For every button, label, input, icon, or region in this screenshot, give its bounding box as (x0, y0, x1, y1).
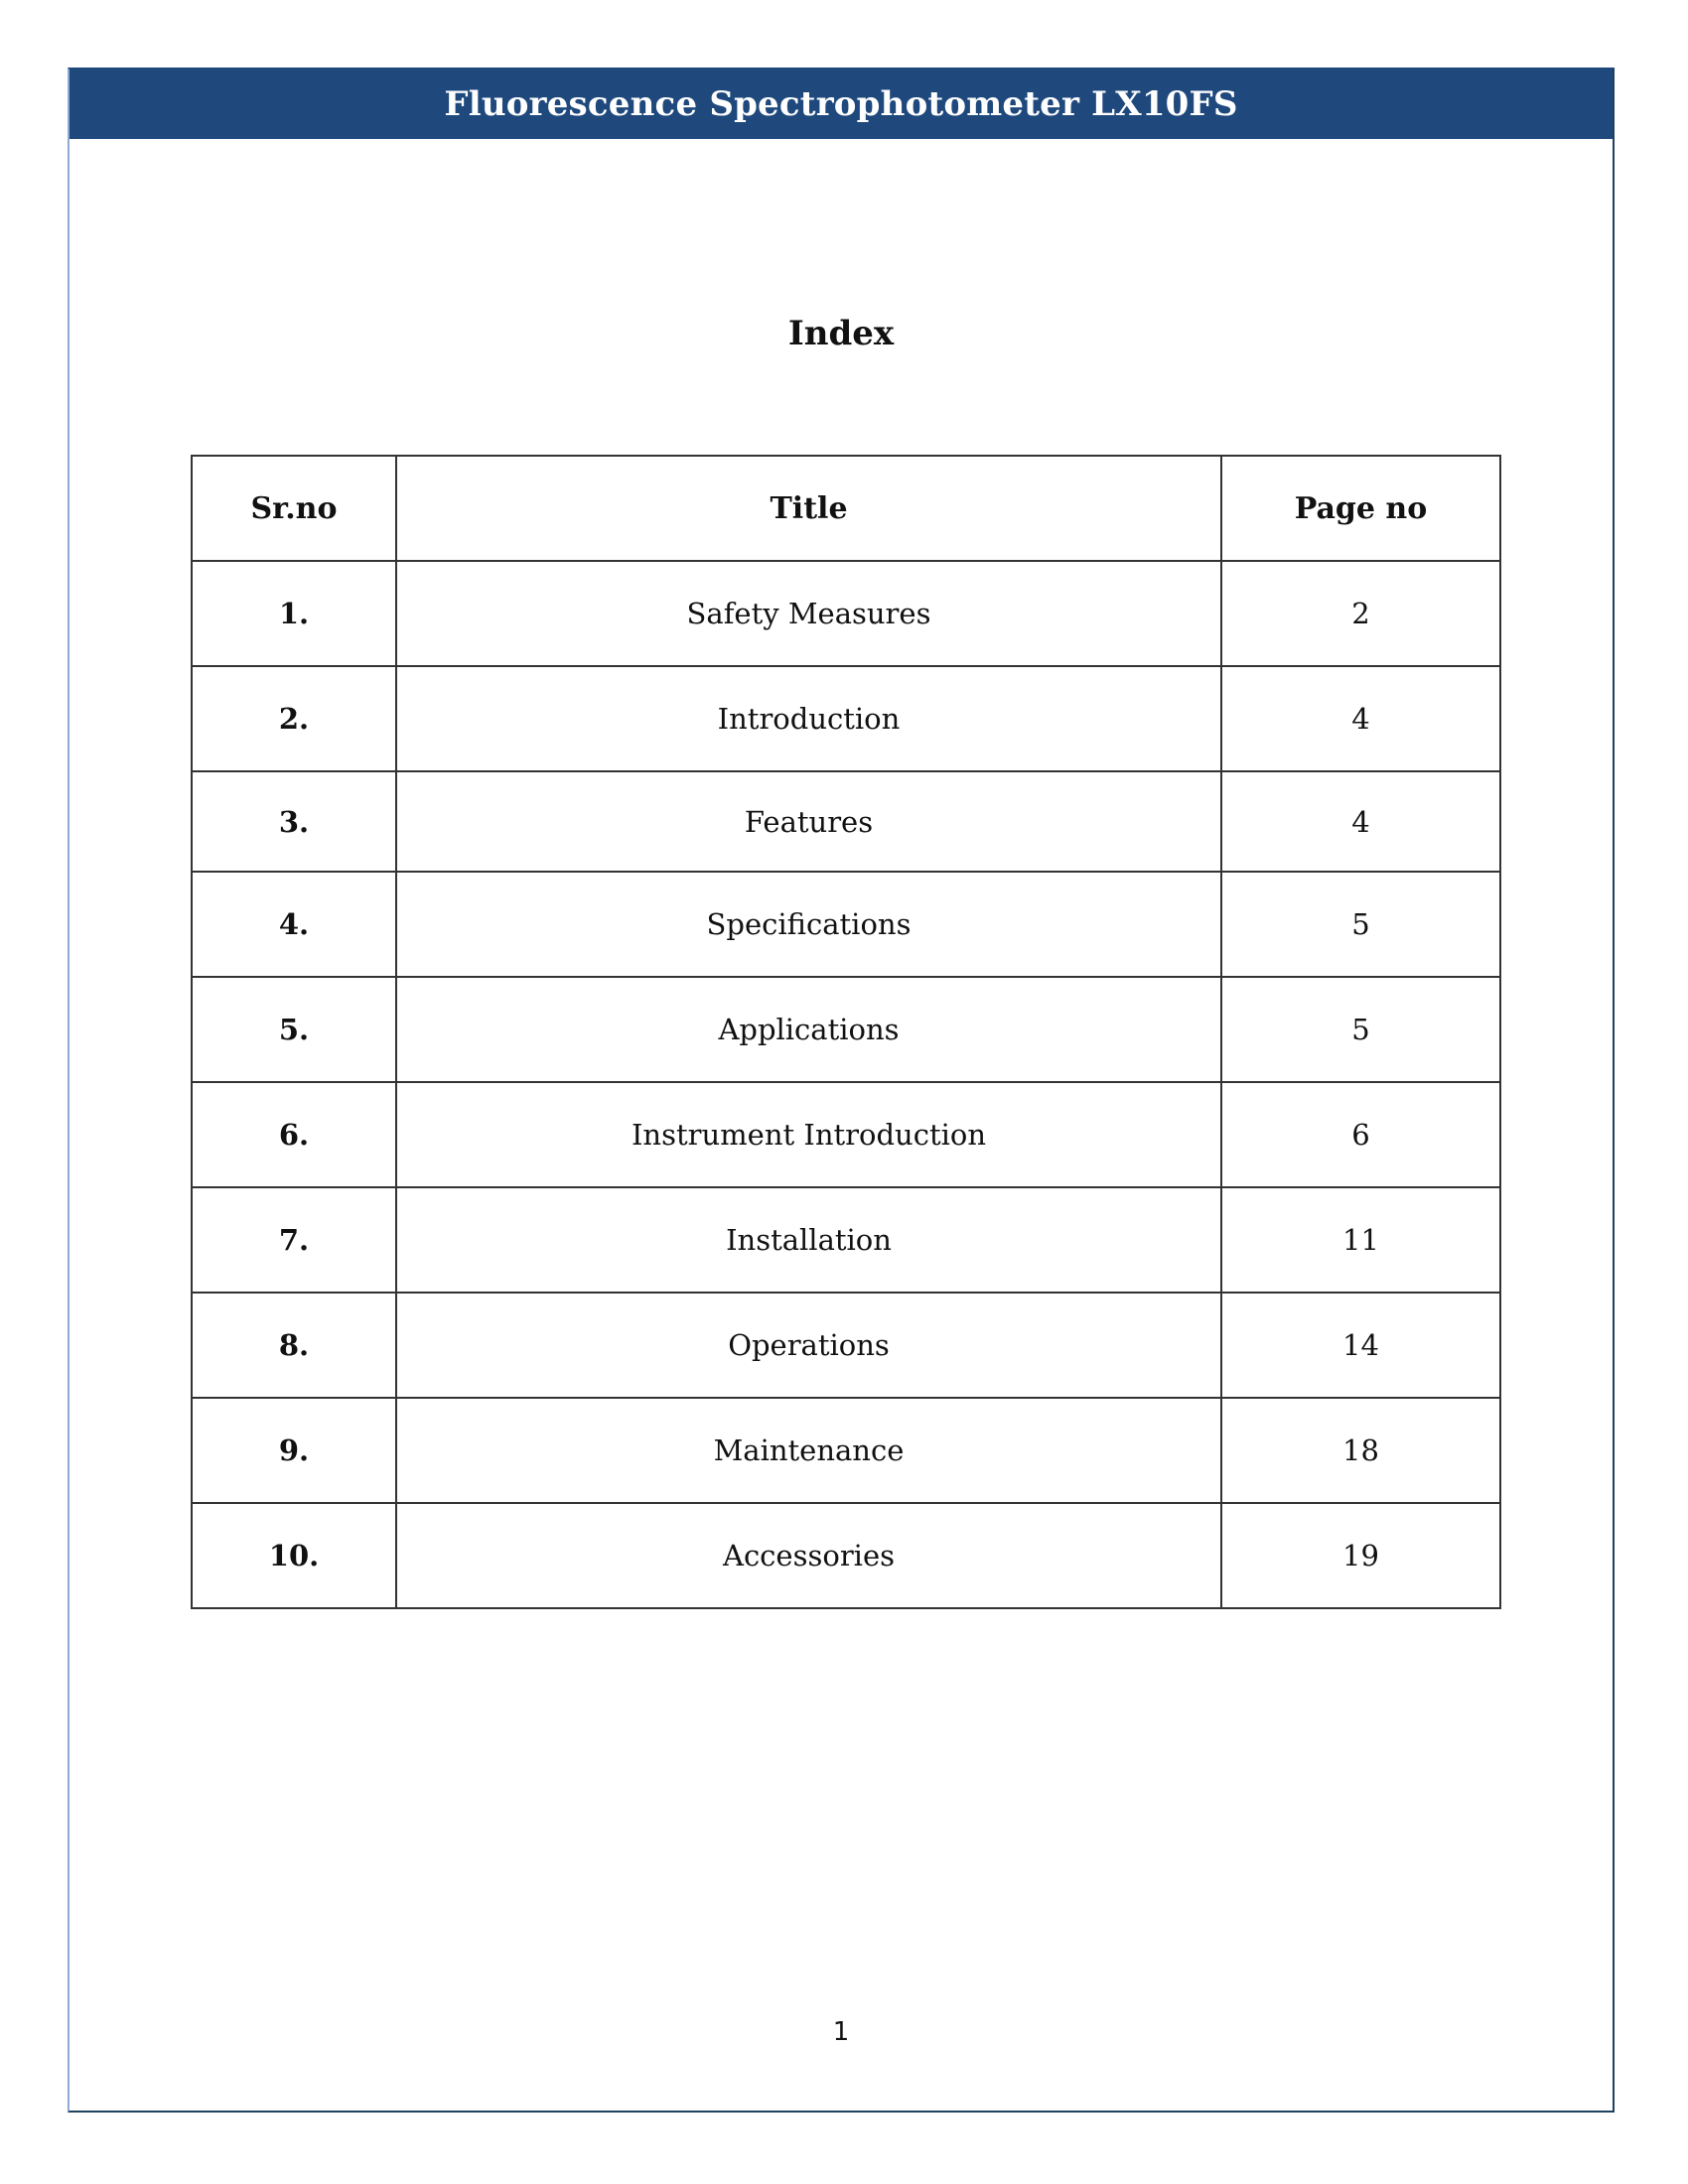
cell-srno: 6. (192, 1082, 396, 1187)
cell-title: Installation (396, 1187, 1221, 1293)
cell-srno: 8. (192, 1293, 396, 1398)
page-frame (68, 68, 1615, 2113)
table-row (192, 1187, 1500, 1293)
cell-page: 2 (1221, 561, 1500, 666)
cell-page: 11 (1221, 1187, 1500, 1293)
cell-page: 5 (1221, 872, 1500, 977)
table-header-row (192, 456, 1500, 561)
table-row (192, 1293, 1500, 1398)
cell-title: Maintenance (396, 1398, 1221, 1503)
cell-srno: 9. (192, 1398, 396, 1503)
table-row (192, 1398, 1500, 1503)
cell-page: 5 (1221, 977, 1500, 1082)
cell-page: 4 (1221, 666, 1500, 771)
table-row (192, 1082, 1500, 1187)
table-row (192, 561, 1500, 666)
cell-title: Accessories (396, 1503, 1221, 1608)
cell-srno: 2. (192, 666, 396, 771)
table-row (192, 977, 1500, 1082)
index-table (191, 455, 1501, 1609)
column-header-title: Title (396, 456, 1221, 561)
cell-title: Applications (396, 977, 1221, 1082)
header-band (70, 69, 1613, 139)
table-row (192, 666, 1500, 771)
cell-page: 19 (1221, 1503, 1500, 1608)
cell-srno: 3. (192, 771, 396, 872)
cell-srno: 4. (192, 872, 396, 977)
cell-page: 6 (1221, 1082, 1500, 1187)
cell-title: Specifications (396, 872, 1221, 977)
cell-title: Safety Measures (396, 561, 1221, 666)
cell-title: Instrument Introduction (396, 1082, 1221, 1187)
column-header-srno: Sr.no (192, 456, 396, 561)
cell-srno: 5. (192, 977, 396, 1082)
cell-title: Features (396, 771, 1221, 872)
page-number: 1 (832, 2017, 850, 2047)
index-heading: Index (787, 314, 895, 353)
column-header-page: Page no (1221, 456, 1500, 561)
table-row (192, 771, 1500, 872)
cell-srno: 7. (192, 1187, 396, 1293)
table-row (192, 872, 1500, 977)
cell-srno: 1. (192, 561, 396, 666)
cell-title: Introduction (396, 666, 1221, 771)
table-row (192, 1503, 1500, 1608)
document-title: Fluorescence Spectrophotometer LX10FS (444, 84, 1238, 124)
cell-page: 4 (1221, 771, 1500, 872)
cell-page: 18 (1221, 1398, 1500, 1503)
cell-title: Operations (396, 1293, 1221, 1398)
cell-srno: 10. (192, 1503, 396, 1608)
cell-page: 14 (1221, 1293, 1500, 1398)
